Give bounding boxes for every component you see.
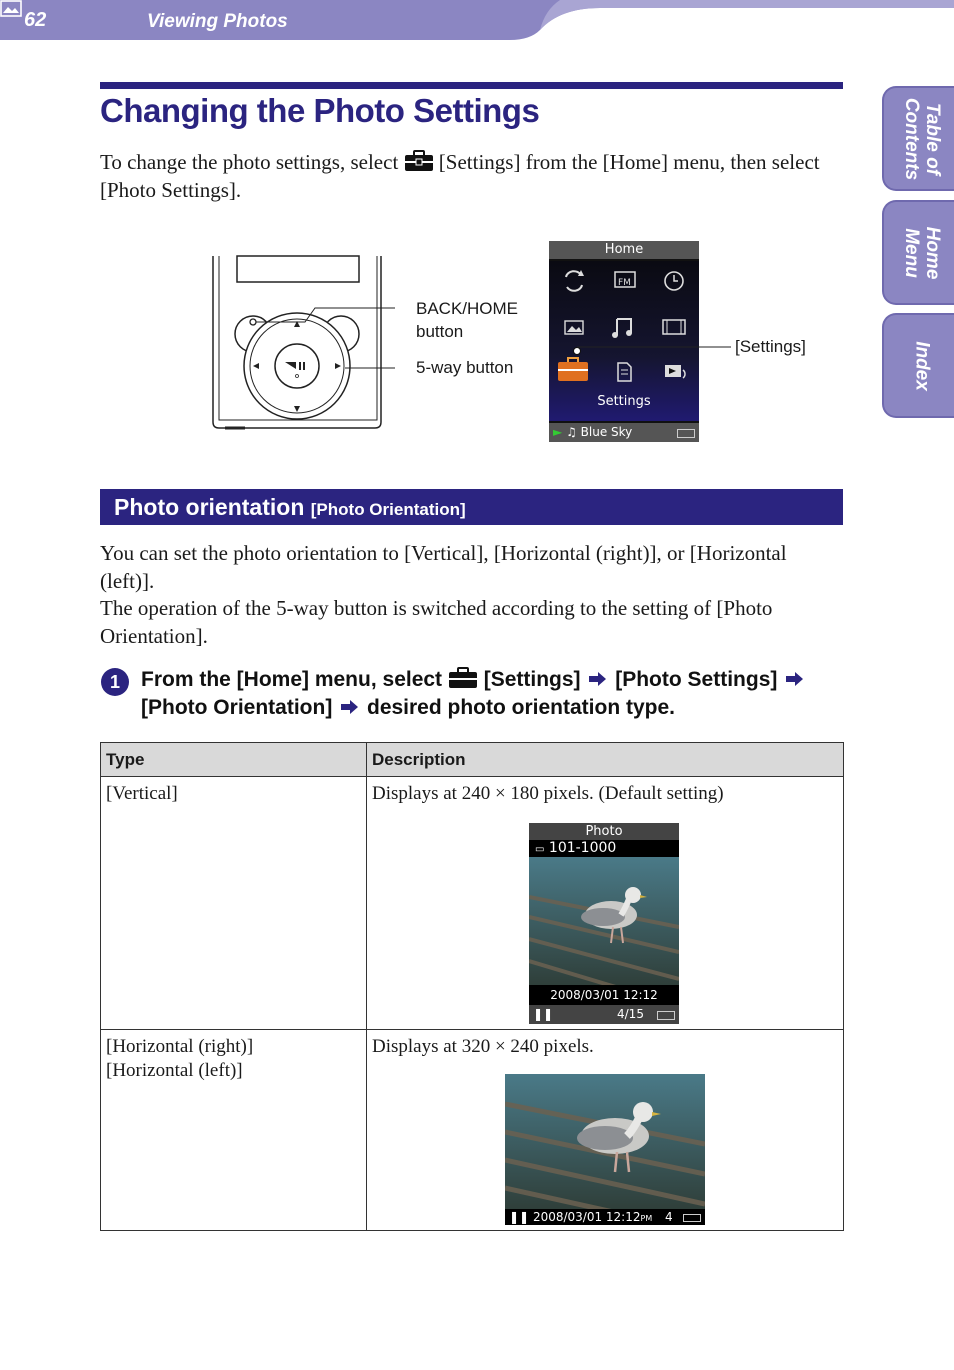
photo-folder-name: 101-1000 xyxy=(548,840,617,856)
photo-ampm: PM xyxy=(640,1214,653,1223)
photo-status-bar xyxy=(505,1209,705,1225)
step-text-part: [Photo Settings] xyxy=(609,668,784,691)
tab-table-of-contents[interactable] xyxy=(882,86,954,191)
music-icon xyxy=(612,319,632,338)
music-note-icon: ♫ xyxy=(566,425,577,439)
podcast-icon xyxy=(665,365,685,378)
page-number: 62 xyxy=(24,9,47,31)
intro-text xyxy=(100,148,845,204)
table-row xyxy=(101,1030,844,1231)
svg-text:FM: FM xyxy=(618,278,631,288)
type-cell xyxy=(101,1030,367,1231)
section-header xyxy=(100,489,843,525)
step-text-part: From the [Home] menu, select xyxy=(141,668,448,691)
body-paragraph-1: You can set the photo orientation to [Vertical], [Horizontal (right)], or [Horizontal (left)]. xyxy=(100,541,787,593)
repeat-icon xyxy=(566,270,584,291)
step-text-part: [Settings] xyxy=(477,668,587,691)
horizontal-photo-screen xyxy=(505,1074,705,1225)
page-title: Changing the Photo Settings xyxy=(100,92,540,129)
intro-text-part: [Settings] from the [Home] menu, then select [Photo Settings]. xyxy=(100,150,820,202)
fm-radio-icon xyxy=(615,272,635,288)
home-screen-title: Home xyxy=(549,241,699,259)
play-icon: ► xyxy=(553,425,563,439)
table-row xyxy=(101,777,844,1030)
vertical-photo-screen xyxy=(529,823,679,1024)
arrow-right-icon xyxy=(785,671,804,687)
description-cell xyxy=(367,1030,844,1231)
section-subtitle: [Photo Orientation] xyxy=(310,500,466,519)
settings-toolbox-icon xyxy=(448,667,478,689)
photo-date: 2008/03/01 12:12 xyxy=(532,1210,641,1224)
type-value: [Horizontal (left)] xyxy=(106,1060,243,1081)
now-playing-bar xyxy=(549,423,699,442)
column-header-description: Description xyxy=(367,743,844,777)
battery-icon xyxy=(683,1214,701,1222)
photo-folder-bar xyxy=(529,840,679,857)
clock-icon xyxy=(665,272,683,290)
video-icon xyxy=(663,320,685,334)
photo-count: 4 xyxy=(665,1210,673,1224)
type-cell xyxy=(101,777,367,1030)
photo-count: 4/15 xyxy=(617,1007,644,1021)
section-title-text: Photo orientation xyxy=(114,494,305,520)
table-header-row xyxy=(101,743,844,777)
photo-status-bar xyxy=(529,1005,679,1024)
tab-label: Home Menu xyxy=(901,226,943,279)
column-header-type: Type xyxy=(101,743,367,777)
title-rule xyxy=(100,82,843,89)
step-number: 1 xyxy=(101,668,129,696)
pause-icon: ❚❚ xyxy=(533,1007,554,1021)
section-header-title: Viewing Photos xyxy=(147,11,288,32)
page-header xyxy=(0,0,954,42)
seagull-photo xyxy=(529,857,679,985)
step-text-part: desired photo orientation type. xyxy=(361,696,676,719)
photo-icon: ▭ xyxy=(535,844,545,855)
settings-toolbox-icon xyxy=(558,358,588,381)
body-paragraph-2: The operation of the 5-way button is switched according to the setting of [Photo Orientation]. xyxy=(100,596,773,648)
settings-toolbox-icon xyxy=(404,150,434,172)
battery-icon xyxy=(677,429,695,438)
header-band xyxy=(0,0,954,42)
step-text-part: [Photo Orientation] xyxy=(141,696,339,719)
now-playing-title: Blue Sky xyxy=(580,425,633,439)
step-instruction xyxy=(141,666,846,722)
settings-callout-label: [Settings] xyxy=(735,337,806,356)
section-title xyxy=(114,494,466,521)
seagull-photo xyxy=(505,1074,705,1209)
player-illustration xyxy=(205,252,395,434)
type-value: [Horizontal (right)] xyxy=(106,1036,254,1057)
type-value: [Vertical] xyxy=(106,783,178,804)
home-selected-label: Settings xyxy=(597,394,651,409)
five-way-label: 5-way button xyxy=(416,358,514,377)
photo-icon xyxy=(0,0,22,17)
orientation-table xyxy=(100,742,844,1231)
intro-text-part: To change the photo settings, select xyxy=(100,150,404,174)
arrow-right-icon xyxy=(588,671,607,687)
battery-icon xyxy=(657,1011,675,1020)
pause-icon: ❚❚ xyxy=(509,1210,530,1224)
description-value: Displays at 240 × 180 pixels. (Default setting) xyxy=(372,783,724,804)
photo-icon xyxy=(565,321,583,334)
back-home-label: BACK/HOME xyxy=(416,299,519,318)
tab-label: Table of Contents xyxy=(901,97,943,180)
photo-screen-title: Photo xyxy=(529,823,679,840)
settings-callout-line xyxy=(575,340,735,354)
tab-index[interactable] xyxy=(882,313,954,418)
tab-label: Index xyxy=(911,340,933,391)
photo-date: 2008/03/01 12:12 xyxy=(529,985,679,1005)
arrow-right-icon xyxy=(340,699,359,715)
back-home-label-line2: button xyxy=(416,322,464,341)
description-cell xyxy=(367,777,844,1030)
tab-home-menu[interactable] xyxy=(882,200,954,305)
description-value: Displays at 320 × 240 pixels. xyxy=(372,1036,594,1057)
document-icon xyxy=(618,363,631,381)
